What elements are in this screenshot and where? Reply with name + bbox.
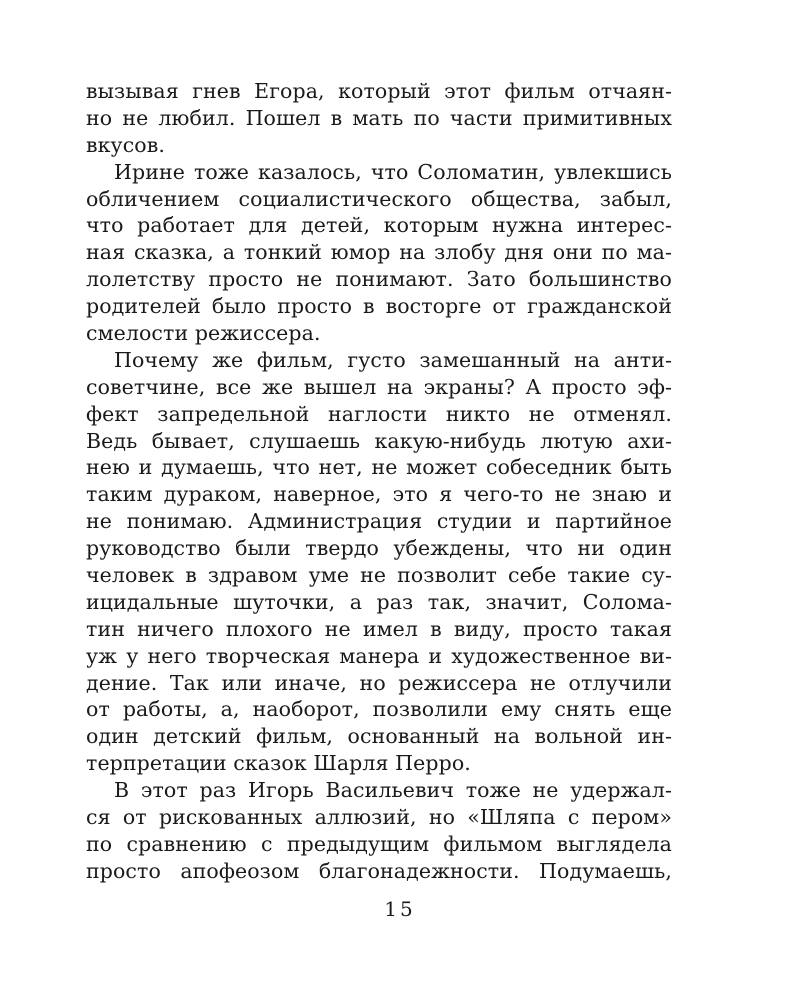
text-line: нею и думаешь, что нет, не может собеседник быть (86, 455, 672, 480)
text-line: Почему же фильм, густо замешанный на анти- (114, 347, 672, 372)
text-line: родителей было просто в восторге от гражданской (86, 294, 672, 319)
text-line: Ведь бывает, слушаешь какую-нибудь лютую ахи- (86, 428, 672, 453)
paragraph (86, 159, 672, 347)
text-line: от работы, а, наоборот, позволили ему снять еще (86, 697, 672, 722)
paragraph (86, 777, 672, 885)
text-line: дение. Так или иначе, но режиссера не отлучили (86, 670, 672, 695)
page-number: 15 (384, 897, 416, 921)
text-line: обличением социалистического общества, забыл, (86, 186, 672, 211)
text-line: руководство были твердо убеждены, что ни один (86, 536, 672, 561)
text-line: но не любил. Пошел в мать по части примитивных (86, 105, 672, 130)
text-line: просто апофеозом благонадежности. Подумаешь, (86, 858, 672, 883)
text-line: что работает для детей, которым нужна интерес- (86, 213, 672, 238)
text-line: вкусов. (86, 132, 165, 157)
text-line: по сравнению с предыдущим фильмом выглядела (86, 831, 672, 856)
text-line: вызывая гнев Егора, который этот фильм отчаян- (86, 79, 672, 103)
text-line: человек в здравом уме не позволит себе такие су- (86, 563, 672, 588)
text-line: таким дураком, наверное, это я чего-то не знаю и (86, 482, 672, 507)
paragraph (86, 347, 672, 777)
text-line: ная сказка, а тонкий юмор на злобу дня они по ма- (86, 240, 672, 265)
text-line: лолетству просто не понимают. Зато большинство (86, 267, 672, 292)
text-line: советчине, все же вышел на экраны? А просто эф- (86, 374, 672, 399)
paragraph (86, 78, 672, 159)
text-line: В этот раз Игорь Васильевич тоже не удержал- (114, 778, 672, 803)
text-line: один детский фильм, основанный на вольной ин- (86, 724, 672, 749)
text-line: уж у него творческая манера и художественное ви- (86, 643, 672, 668)
text-line: ся от рискованных аллюзий, но «Шляпа с пером» (86, 805, 672, 830)
text-line: смелости режиссера. (86, 321, 321, 346)
text-line: терпретации сказок Шарля Перро. (86, 751, 471, 776)
text-line: не понимаю. Администрация студии и партийное (86, 509, 672, 534)
text-line: ицидальные шуточки, а раз так, значит, Солома- (86, 589, 672, 614)
text-line: Ирине тоже казалось, что Соломатин, увлекшись (114, 159, 672, 184)
text-line: тин ничего плохого не имел в виду, просто такая (86, 616, 672, 641)
text-line: фект запредельной наглости никто не отменял. (86, 401, 672, 426)
page-body (86, 78, 672, 885)
